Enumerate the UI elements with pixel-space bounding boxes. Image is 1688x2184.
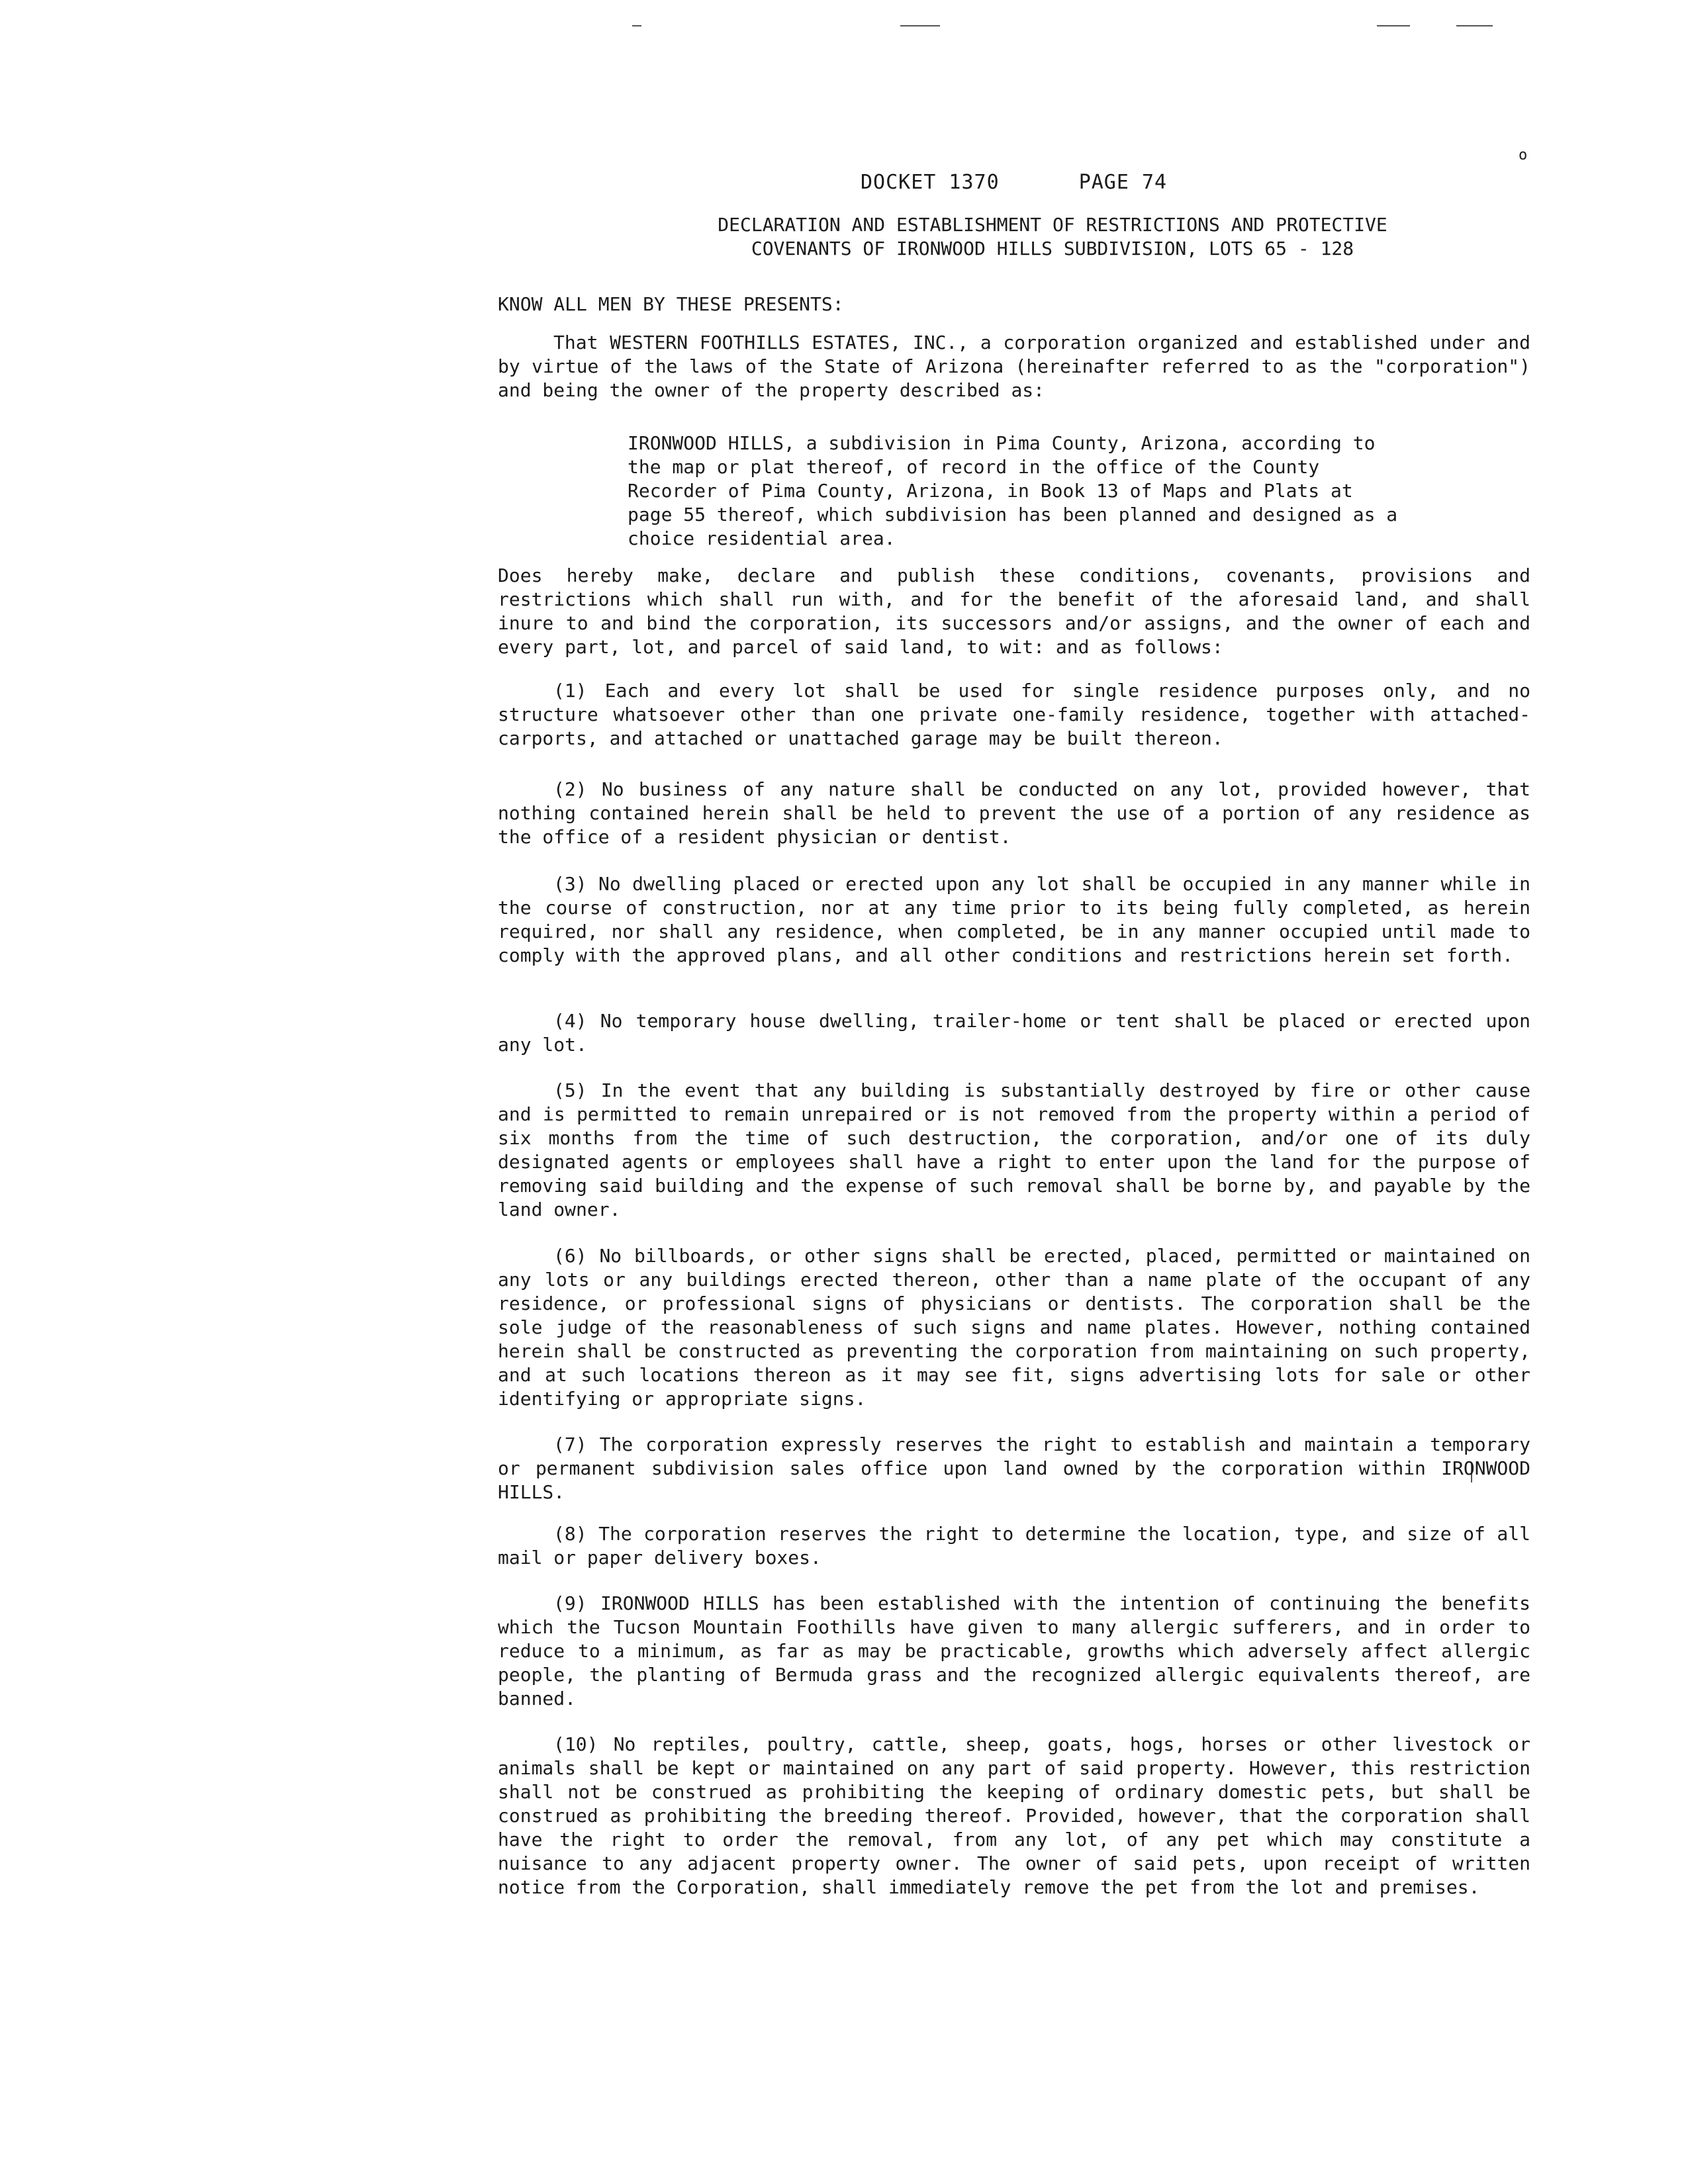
scan-speck xyxy=(1456,25,1493,26)
scan-speck xyxy=(1377,25,1410,26)
intro-paragraph: That WESTERN FOOTHILLS ESTATES, INC., a corporation organized and established under and by virtue of the laws of the State of Arizona (hereinafter referred to as the "corporation") and being the owner of the property described as: xyxy=(498,332,1530,401)
covenant-5: (5) In the event that any building is substantially destroyed by fire or other cause and is permitted to remain unrepaired or is not removed from the property within a period of six months from the time of such destruction, the corporation, and/or one of its duly designated agents or employees shall have a right to enter upon the land for the purpose of removing said building and the expense of such removal shall be borne by, and payable by the land owner. xyxy=(498,1079,1530,1220)
covenant-1: (1) Each and every lot shall be used for single residence purposes only, and no structure whatsoever other than one private one-family residence, together with attached-carports, and attached or unattached garage may be built thereon. xyxy=(498,680,1530,749)
title-line-1: DECLARATION AND ESTABLISHMENT OF RESTRICTIONS AND PROTECTIVE xyxy=(718,214,1387,236)
document-title xyxy=(688,213,1417,261)
title-line-2: COVENANTS OF IRONWOOD HILLS SUBDIVISION, LOTS 65 - 128 xyxy=(751,238,1354,259)
covenant-9: (9) IRONWOOD HILLS has been established with the intention of continuing the benefits which the Tucson Mountain Foothills have given to many allergic sufferers, and in order to reduce to a minimum, as far as may be practicable, growths which adversely affect allergic people, the planting of Bermuda grass and the recognized allergic equivalents thereof, are banned. xyxy=(498,1592,1530,1709)
docket-header xyxy=(861,171,1167,194)
corner-mark: o xyxy=(1519,147,1528,163)
page-number: PAGE 74 xyxy=(1078,171,1168,194)
covenant-3: (3) No dwelling placed or erected upon any lot shall be occupied in any manner while in the course of construction, nor at any time prior to its being fully completed, as herein required, nor shall any residence, when completed, be in any manner occupied until made to comply with the approved plans, and all other conditions and restrictions herein set forth. xyxy=(498,873,1530,966)
scan-speck xyxy=(632,25,641,26)
declaration-paragraph: Does hereby make, declare and publish these conditions, covenants, provisions and restrictions which shall run with, and for the benefit of the aforesaid land, and shall inure to and bind the corporation, its successors and/or assigns, and the owner of each and every part, lot, and parcel of said land, to wit: and as follows: xyxy=(498,565,1530,658)
covenant-4: (4) No temporary house dwelling, trailer-home or tent shall be placed or erected upon any lot. xyxy=(498,1010,1530,1056)
scan-speck xyxy=(900,25,940,26)
covenant-2: (2) No business of any nature shall be conducted on any lot, provided however, that nothing contained herein shall be held to prevent the use of a portion of any residence as the office of a resident physician or dentist. xyxy=(498,778,1530,848)
salutation: KNOW ALL MEN BY THESE PRESENTS: xyxy=(498,293,844,315)
docket-number: DOCKET 1370 xyxy=(861,171,1000,194)
covenant-8: (8) The corporation reserves the right to determine the location, type, and size of all mail or paper delivery boxes. xyxy=(498,1523,1530,1569)
property-description: IRONWOOD HILLS, a subdivision in Pima County, Arizona, according to the map or plat thereof, of record in the office of the County Recorder of Pima County, Arizona, in Book 13 of Maps and Plats at page 55 thereof, which subdivision has been planned and designed as a choice residential area. xyxy=(628,432,1398,549)
covenant-10: (10) No reptiles, poultry, cattle, sheep, goats, hogs, horses or other livestock or animals shall be kept or maintained on any part of said property. However, this restriction shall not be construed as prohibiting the keeping of ordinary domestic pets, but shall be construed as prohibiting the breeding thereof. Provided, however, that the corporation shall have the right to order the removal, from any lot, of any pet which may constitute a nuisance to any adjacent property owner. The owner of said pets, upon receipt of written notice from the Corporation, shall immediately remove the pet from the lot and premises. xyxy=(498,1733,1530,1898)
covenant-7: (7) The corporation expressly reserves the right to establish and maintain a temporary or permanent subdivision sales office upon land owned by the corporation within IRONWOOD HILLS. xyxy=(498,1433,1530,1503)
covenant-6: (6) No billboards, or other signs shall be erected, placed, permitted or maintained on any lots or any buildings erected thereon, other than a name plate of the occupant of any residence, or professional signs of physicians or dentists. The corporation shall be the sole judge of the reasonableness of such signs and name plates. However, nothing contained herein shall be constructed as preventing the corporation from maintaining on such property, and at such locations thereon as it may see fit, signs advertising lots for sale or other identifying or appropriate signs. xyxy=(498,1245,1530,1410)
